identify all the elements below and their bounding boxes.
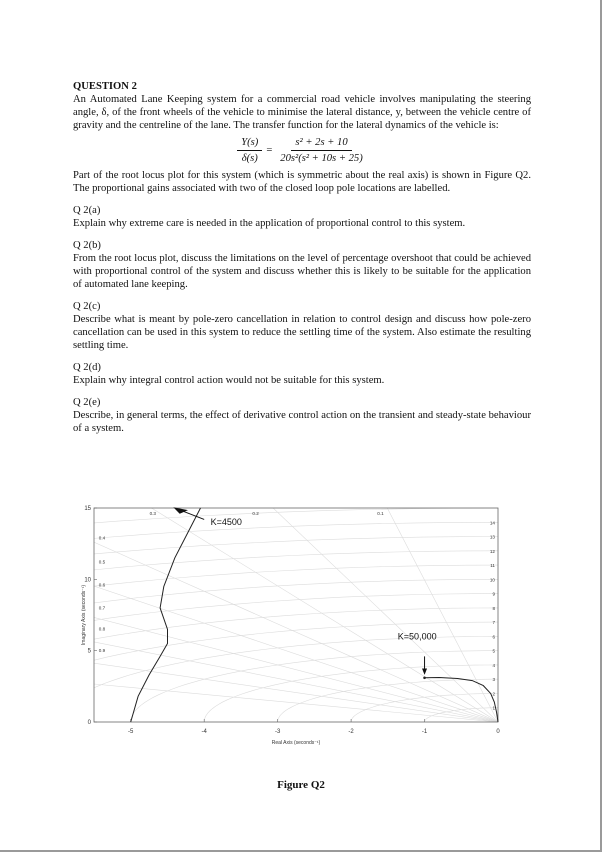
part-d (73, 361, 531, 387)
question-intro: An Automated Lane Keeping system for a commercial road vehicle involves manipulating the steering angle, δ, of the front wheels of the vehicle to minimise the lateral distance, y, between the vehicle centre of gravity and the centreline of the lane. The transfer function for the lateral dynamics of the vehicle is: (73, 94, 531, 131)
part-text: Explain why extreme care is needed in the application of proportional control to this system. (73, 218, 466, 229)
part-text: Describe what is meant by pole-zero cancellation in relation to control design and discuss how pole-zero cancellation can be used in this system to reduce the settling time of the system. Also estimate the resulting settling time. (73, 314, 531, 351)
question-title: QUESTION 2 (73, 81, 137, 92)
y-tick-label: 15 (84, 506, 91, 512)
frequency-label: 11 (490, 563, 495, 569)
figure-caption: Figure Q2 (277, 779, 325, 791)
closed-loop-pole-marker (423, 676, 426, 679)
damping-grid-line (78, 500, 498, 722)
part-heading: Q 2(c) (73, 301, 101, 312)
x-tick-label: 0 (496, 729, 500, 735)
question-body (73, 80, 531, 435)
frequency-label: 8 (492, 605, 495, 611)
question-after: Part of the root locus plot for this system (which is symmetric about the real axis) is shown in Figure Q2. The proportional gains associated with two of the closed loop pole locations are labelled. (73, 170, 531, 194)
frequency-grid-arc (78, 565, 498, 722)
y-tick-label: 10 (84, 577, 91, 584)
frequency-label: 3 (492, 677, 495, 683)
part-heading: Q 2(a) (73, 205, 101, 216)
frequency-label: 5 (492, 648, 495, 654)
damping-label: 0.8 (98, 626, 106, 632)
y-axis-label: Imaginary Axis (seconds⁻¹) (81, 584, 87, 646)
frequency-label: 9 (492, 591, 495, 597)
damping-label: 0.9 (98, 648, 106, 654)
y-tick-label: 0 (87, 720, 91, 726)
frequency-grid-arc (78, 591, 498, 722)
part-c (73, 300, 531, 352)
annotation-arrowhead (422, 669, 427, 675)
damping-label-top: 0.1 (377, 511, 384, 516)
frequency-label: 12 (489, 548, 495, 554)
part-e (73, 396, 531, 435)
frequency-grid-arc (78, 522, 498, 722)
part-text: Describe, in general terms, the effect of derivative control action on the transient and steady-state behaviour of a system. (73, 410, 531, 434)
frequency-label: 7 (492, 620, 495, 626)
part-text: From the root locus plot, discuss the limitations on the level of percentage overshoot that could be achieved with proportional control of the system and discuss whether this is likely to be suitable for the application of automated lane keeping. (73, 253, 531, 290)
root-locus-plot (78, 500, 518, 770)
x-tick-label: -4 (201, 729, 207, 735)
part-a (73, 204, 531, 230)
annotation-label-k50000: K=50,000 (397, 631, 437, 642)
plot-grid (78, 500, 498, 722)
tf-lhs-denominator: δ(s) (241, 153, 258, 164)
y-tick-label: 5 (87, 648, 91, 655)
part-text: Explain why integral control action would not be suitable for this system. (73, 375, 385, 386)
damping-label: 0.4 (98, 535, 106, 541)
part-b (73, 239, 531, 291)
transfer-function (73, 136, 531, 165)
x-tick-label: -5 (128, 729, 134, 735)
tf-numerator: s² + 2s + 10 (291, 136, 351, 151)
x-tick-label: -3 (274, 729, 281, 735)
part-heading: Q 2(e) (73, 397, 101, 408)
damping-label: 0.5 (98, 559, 106, 565)
tf-equals: = (266, 145, 273, 156)
root-locus-branch (131, 508, 201, 722)
damping-label: 0.7 (98, 605, 106, 611)
frequency-label: 4 (492, 662, 495, 668)
frequency-label: 10 (489, 577, 495, 583)
frequency-label: 14 (489, 520, 495, 526)
frequency-label: 13 (489, 534, 495, 540)
frequency-label: 6 (492, 634, 495, 640)
part-heading: Q 2(d) (73, 362, 101, 373)
frequency-label: 1 (492, 705, 495, 711)
tf-lhs (237, 136, 262, 165)
x-tick-label: -1 (421, 729, 428, 735)
root-locus-figure (78, 500, 518, 770)
damping-label: 0.6 (98, 582, 106, 588)
x-axis-label: Real Axis (seconds⁻¹) (271, 740, 321, 746)
annotation-label-k4500: K=4500 (210, 517, 242, 528)
x-tick-label: -2 (348, 729, 354, 735)
tf-denominator: 20s²(s² + 10s + 25) (280, 153, 363, 164)
tf-rhs (276, 136, 366, 165)
part-heading: Q 2(b) (73, 240, 101, 251)
damping-label-top: 0.3 (149, 511, 156, 516)
tf-lhs-numerator: Y(s) (237, 136, 262, 151)
damping-label-top: 0.2 (252, 511, 259, 516)
frequency-label: 2 (492, 691, 495, 697)
